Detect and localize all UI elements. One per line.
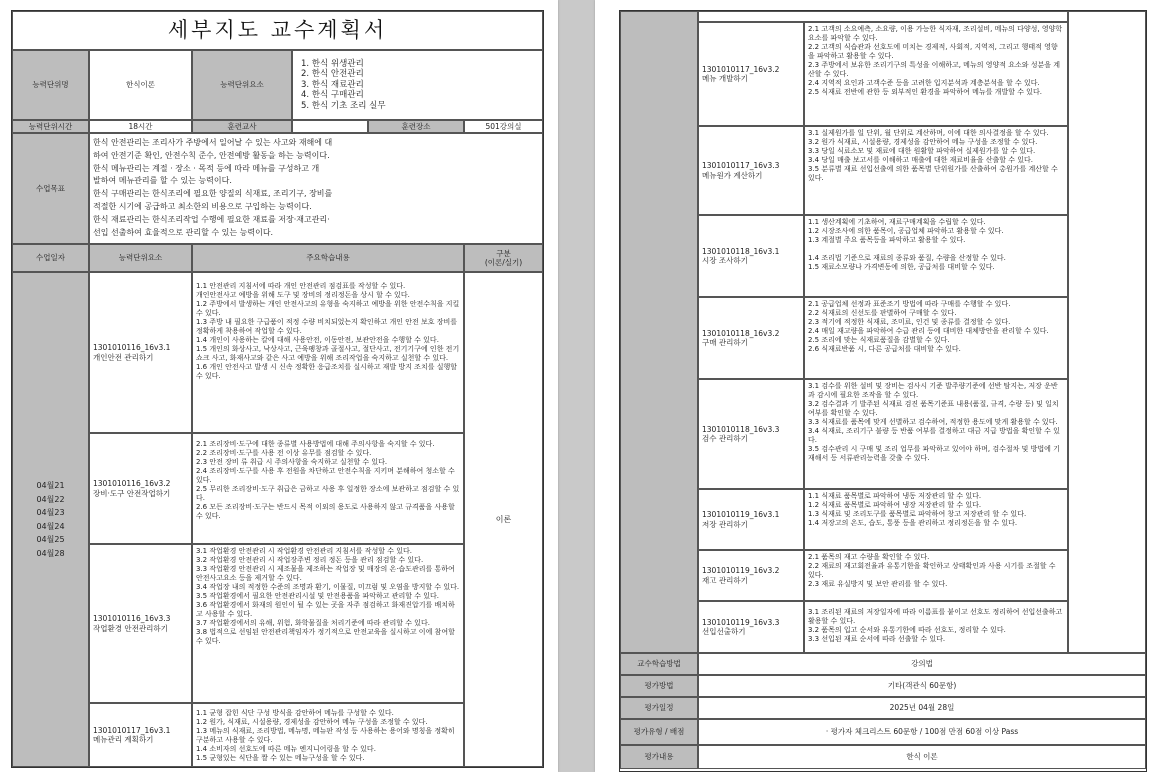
eval-method-value: 기타(객관식 60문항) [698,675,1146,697]
goal-line: 하여 안전기준 확인, 안전수칙 준수, 안전예방 활동을 하는 능력이다. [93,150,330,160]
dates-cell [12,272,89,767]
element-cell: 1301010116_16v3.1 개인안전 관리하기 [89,272,192,433]
content-cell: 3.1 조리된 재료의 저장일자에 따라 이름표를 붙이고 선호도 정리하여 선입선출하고 활용할 수 있다. 3.2 품목의 입고 순서와 유통기한에 따라 선호도, 정리할 수 있다. 3.3 선입된 재료 순서에 따라 선출할 수 있다. [804,601,1068,653]
element-cell: 1301010116_16v3.3 작업환경 안전관리하기 [89,544,192,703]
eval-content-value: 한식 이론 [698,745,1146,769]
lesson-plan-table-continued [619,10,1147,772]
type-col-header: 구분 (이론/실기) [464,244,543,272]
instructor-value [292,120,368,133]
unit-name-value: 한식이론 [89,50,192,120]
lesson-date: 04월28 [36,548,65,558]
goal-line: 발하여 메뉴관리를 할 수 있는 능력이다. [93,176,232,186]
goal-line: 한식 안전관리는 조리사가 주방에서 일어날 수 있는 사고와 재해에 대 [93,138,333,147]
goal-text [89,133,543,244]
lesson-plan-table [11,10,544,768]
element-cell: 1301010119_16v3.3 선입선출하기 [698,601,804,653]
element-cell: 1301010117_16v3.3 메뉴원가 계산하기 [698,126,804,215]
unit-hours-label: 능력단위시간 [12,120,89,133]
content-cell: 1.1 안전관리 지침서에 따라 개인 안전관리 점검표를 작성할 수 있다. 개인안전사고 예방을 위해 도구 및 장비의 정리정돈을 상시 할 수 있다. 1.2 주방에서 발생하는 개인 안전사고의 유형을 숙지하고 예방을 위한 안전수칙을 지킬 수 있다. 1.3 주방 내 필요한 구급품이 적정 수량 비치되었는지 확인하고 개인 안전 보호 장비를 정확하게 착용하여 작업할 수 있다. 1.4 개인이 사용하는 칼에 대해 사용안전, 이동안전, 보관안전을 수행할 수 있다. 1.5 개인의 화상사고, 낙상사고, 근육팽창과 골절사고, 절단사고, 전기기구에 인한 전기 쇼크 사고, 화재사고와 같은 사고 예방을 위해 조리작업을 숙지하고 실천할 수 있다. 1.6 개인 안전사고 발생 시 신속 정확한 응급조치를 실시하고 재발 방지 조치를 실행할 수 있다. [192,272,464,433]
content-cell: 3.1 작업환경 안전관리 시 작업환경 안전관리 지침서를 작성할 수 있다. 3.2 작업환경 안전관리 시 작업장주변 정리 정돈 등을 관리 점검할 수 있다. 3.3 작업환경 안전관리 시 제조물을 제조하는 작업장 및 매장의 온·습도관리를 통하여 안전사고요소 등을 제거할 수 있다. 3.4 작업장 내의 적정한 수준의 조명과 환기, 이물질, 미끄럼 및 오염을 방지할 수 있다. 3.5 작업환경에서 필요한 안전관리시설 및 안전용품을 파악하고 관리할 수 있다. 3.6 작업환경에서 화재의 원인이 될 수 있는 곳을 자주 점검하고 화재진압기를 배치하고 사용할 수 있다. 3.7 작업환경에서의 유해, 위험, 화학물질을 처리기준에 따라 관리할 수 있다. 3.8 법적으로 선임된 안전관리책임자가 정기적으로 안전교육을 실시하고 이에 참여할 수 있다. [192,544,464,703]
unit-element-item: 5. 한식 기초 조리 실무 [301,100,386,111]
unit-elements-label: 능력단위요소 [192,50,292,120]
content-cell: 2.1 공급업체 선정과 표준조기 방법에 따라 구매를 수행할 수 있다. 2.2 식재료의 신선도를 판별하여 구매할 수 있다. 2.3 적기에 적정한 식재료, 조미료, 인건 및 종류를 결정할 수 있다. 2.4 매일 재고량을 파악하여 수급 관리 등에 대비한 대체방안을 관리할 수 있다. 2.5 조리에 맞는 식재료품질을 감별할 수 있다. 2.6 식재료반품 시, 다른 공급처를 대비할 수 있다. [804,297,1068,379]
lesson-date: 04월25 [36,535,65,544]
content-cell: 3.1 실제원가를 일 단위, 월 단위로 계산하며, 이에 대한 의사결정을 할 수 있다. 3.2 원가 식재료, 시설용량, 경제성을 감안하여 메뉴 구성을 조정할 수 있다. 3.3 당일 식료소모 및 재료에 대한 원활할 파악하여 실제원가를 알 수 있다. 3.4 당일 매출 보고서를 이해하고 매출에 대한 재료비율을 산출할 수 있다. 3.5 분류별 재료 선입선출에 의한 품목별 단위원가를 산출하여 총원가를 계산할 수 있다. [804,126,1068,215]
eval-type-label: 평가유형 / 배점 [620,719,698,745]
element-cell: 1301010117_16v3.1 메뉴관리 계획하기 [89,703,192,767]
unit-element-item: 1. 한식 위생관리 [301,58,364,69]
element-cell: 1301010118_16v3.1 시장 조사하기 [698,215,804,297]
instructor-label: 훈련교사 [192,120,292,133]
method-value: 강의법 [698,653,1146,675]
dates-cell-continued [620,11,698,653]
content-cell: 2.1 조리장비·도구에 대한 종류별 사용방법에 대해 주의사항을 숙지할 수 있다. 2.2 조리장비·도구를 사용 전 이상 유무를 점검할 수 있다. 2.3 안전 장비 류 취급 시 주의사항을 숙지하고 실천할 수 있다. 2.4 조리장비·도구를 사용 후 전원을 차단하고 안전수칙을 지키며 분해하여 청소할 수 있다. 2.5 무리한 조리장비·도구 취급은 금하고 사용 후 일정한 장소에 보관하고 점검할 수 있다. 2.6 모든 조리장비·도구는 반드시 목적 이외의 용도로 사용하지 않고 규격품을 사용할 수 있다. [192,433,464,544]
eval-content-label: 평가내용 [620,745,698,769]
document-page-1 [0,0,558,772]
content-cell: 1.1 식재료 품목별로 파악하여 냉동 저장관리 할 수 있다. 1.2 식재료 품목별로 파악하여 냉장 저장관리 할 수 있다. 1.3 식재료 및 조리도구를 품목별로 파악하여 창고 저장관리 할 수 있다. 1.4 저장고의 온도, 습도, 통풍 등을 관리하고 정리정돈을 할 수 있다. [804,489,1068,550]
content-cell: 2.1 고객의 소요예측, 소요량, 이용 가능한 식자재, 조리설비, 메뉴의 다양성, 영양학 요소를 파악할 수 있다. 2.2 고객의 식습관과 선호도에 미치는 경제적, 사회적, 지역적, 그리고 행태적 영향을 파악하고 활용할 수 있다. 2.3 주방에서 보유한 조리기구의 특성을 이해하고, 메뉴의 영양적 요소와 성분을 계산할 수 있다. 2.4 지역적 요인과 고객수준 등을 고려한 입지분석과 계층분석을 할 수 있다. 2.5 식재료 전반에 관한 등 외부적인 환경을 파악하여 메뉴를 개발할 수 있다. [804,22,1068,126]
type-value: 이론 [464,272,543,767]
content-cell: 3.1 검수를 위한 설비 및 장비는 검사시 기준 발주량기준에 선반 탐지는, 저장 운반과 감시에 필요한 조작을 할 수 있다. 3.2 검수결과 기 발주된 식재료 검진 품목기준표 내용(품질, 규격, 수량 등) 및 일치여부를 확인할 수 있다. 3.3 식재료를 품목에 맞게 선별하고 검수하여, 적정한 용도에 맞게 활용할 수 있다. 3.4 식재료, 조리기구 불량 등 반품 여부를 결정하고 대금 지급 방법을 확인할 수 있다. 3.5 검수관리 시 구매 및 조리 업무를 파악하고 있어야 하며, 검수절차 및 방법에 기재해서 등 서류관리능력을 갖출 수 있다. [804,379,1068,489]
lesson-date: 04월21 [36,481,65,490]
eval-date-label: 평가일정 [620,697,698,719]
goal-line: 선입 선출하여 효율적으로 관리할 수 있는 능력이다. [93,227,274,237]
element-cell: 1301010118_16v3.3 검수 관리하기 [698,379,804,489]
unit-elements-list [292,50,543,120]
unit-element-item: 2. 한식 안전관리 [301,69,364,80]
unit-element-item: 3. 한식 재료관리 [301,79,364,90]
goal-line: 한식 구매관리는 한식조리에 필요한 양질의 식재료, 조리기구, 장비를 [93,189,333,199]
goal-line: 한식 메뉴관리는 계절 · 장소 · 목적 등에 따라 메뉴를 구성하고 개 [93,163,320,173]
method-label: 교수학습방법 [620,653,698,675]
goal-line: 한식 재료관리는 한식조리작업 수행에 필요한 재료를 저장·재고관리· [93,214,330,224]
page-title: 세부지도 교수계획서 [12,11,543,50]
element-cell: 1301010116_16v3.2 장비·도구 안전작업하기 [89,433,192,544]
goal-line: 적절한 시기에 공급하고 최소한의 비용으로 구입하는 능력이다. [93,201,312,211]
element-cell: 1301010117_16v3.2 메뉴 개발하기 [698,22,804,126]
lesson-date: 04월24 [36,521,65,531]
eval-date-value: 2025년 04월 28일 [698,697,1146,719]
content-cell: 1.1 균형 잡힌 식단 구성 방식을 감안하여 메뉴를 구성할 수 있다. 1.2 원가, 식재료, 시설용량, 경제성을 감안하여 메뉴 구성을 조정할 수 있다. 1.3 메뉴의 식재료, 조리방법, 메뉴명, 메뉴판 작성 등 사용하는 용어와 명칭을 정확히 구분하고 사용할 수 있다. 1.4 소비자의 선호도에 따른 메뉴 엔지니어링을 할 수 있다. 1.5 균형있는 식단을 짤 수 있는 메뉴구성을 할 수 있다. [192,703,464,767]
unit-name-label: 능력단위명 [12,50,89,120]
element-col-header: 능력단위요소 [89,244,192,272]
document-page-2 [595,0,1159,772]
content-cell: 2.1 품목의 재고 수량을 확인할 수 있다. 2.2 재료의 재고회전율과 유통기한을 확인하고 상태확인과 사용 시기를 조절할 수 있다. 2.3 재료 유실방지 및 보안 관리를 할 수 있다. [804,550,1068,601]
eval-type-value: · 평가자 체크리스트 60문항 / 100점 만점 60점 이상 Pass [698,719,1146,745]
element-cell: 1301010118_16v3.2 구매 관리하기 [698,297,804,379]
unit-element-item: 4. 한식 구매관리 [301,90,364,101]
type-cell-continued [1068,11,1146,653]
unit-hours-value: 18시간 [89,120,192,133]
content-col-header: 주요학습내용 [192,244,464,272]
place-label: 훈련장소 [368,120,464,133]
lesson-date: 04월23 [36,508,65,517]
date-col-header: 수업일자 [12,244,89,272]
element-cell: 1301010119_16v3.2 재고 관리하기 [698,550,804,601]
continued-strip [698,11,1068,22]
goal-label: 수업목표 [12,133,89,244]
eval-method-label: 평가방법 [620,675,698,697]
element-cell: 1301010119_16v3.1 저장 관리하기 [698,489,804,550]
content-cell: 1.1 생산계획에 기초하여, 재료구매계획을 수립할 수 있다. 1.2 시장조사에 의한 품목이, 공급업체 파악하고 활용할 수 있다. 1.3 계절별 주요 품목등을 파악하고 활용할 수 있다. 1.4 조리법 기준으로 재료의 종류와 품질, 수량을 산정할 수 있다. 1.5 재료소모량나 가격변동에 의한, 공급처를 대비할 수 있다. [804,215,1068,297]
lesson-date: 04월22 [36,494,65,504]
place-value: 501강의실 [464,120,543,133]
